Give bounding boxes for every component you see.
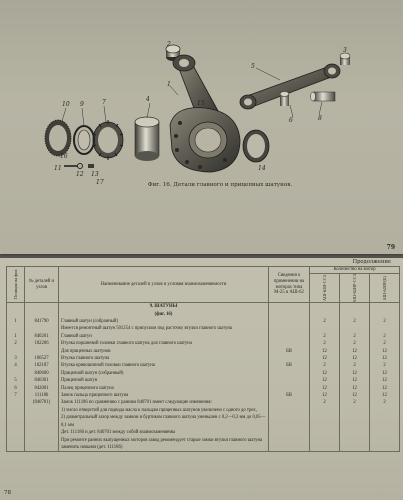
row-part-number: 840600 (25, 370, 59, 377)
row-application (269, 370, 310, 377)
row-part-number: 840201 (25, 333, 59, 340)
table-row (7, 340, 400, 347)
row-qty (340, 303, 370, 311)
row-part-number (25, 429, 59, 436)
header-qty-col: АШ-62ИР(Б) (370, 273, 400, 303)
row-qty: 2 (310, 399, 340, 406)
toothed-ring-drawing (45, 120, 71, 156)
table-row (7, 311, 400, 318)
row-application (269, 355, 310, 362)
row-qty: 2 (340, 399, 370, 406)
row-part-number: 182206 (25, 340, 59, 347)
row-qty: 2 (310, 333, 340, 340)
row-position (7, 429, 25, 436)
page-number-top: 79 (386, 244, 395, 251)
part-label: 3 (343, 47, 347, 54)
part-label: 13 (91, 171, 99, 178)
row-qty: 12 (340, 370, 370, 377)
row-position: 2 (7, 340, 25, 347)
split-ring-drawing (74, 126, 94, 154)
parts-table (6, 266, 400, 452)
row-application (269, 333, 310, 340)
row-qty: 12 (310, 348, 340, 355)
row-qty: 12 (310, 392, 340, 399)
row-position: 1 (7, 318, 25, 325)
row-qty: 2 (310, 340, 340, 347)
row-name: Главный шатун (собранный) (59, 318, 269, 325)
part-label: 2 (167, 41, 171, 48)
row-qty: 12 (340, 348, 370, 355)
table-row (7, 385, 400, 392)
part-label: 7 (102, 99, 106, 106)
row-application (269, 385, 310, 392)
row-qty (310, 311, 340, 318)
row-qty: 2 (340, 340, 370, 347)
part-label: 1 (167, 81, 171, 88)
row-qty: 12 (340, 355, 370, 362)
part-label: 10 (62, 101, 70, 108)
row-part-number: (840701) (25, 399, 59, 406)
row-qty: 2 (370, 340, 400, 347)
row-qty (370, 414, 400, 429)
table-row (7, 362, 400, 369)
row-name: Прицепной шатун (собранный) (59, 370, 269, 377)
row-position: 1 (7, 333, 25, 340)
row-name: Прицепной шатун (59, 377, 269, 384)
row-part-number: 842001 (25, 385, 59, 392)
part-label: 4 (146, 96, 150, 103)
row-application (269, 437, 310, 452)
row-application (269, 340, 310, 347)
row-qty (310, 414, 340, 429)
table-row (7, 325, 400, 332)
part-label: 12 (76, 171, 84, 178)
row-name: Втулка кривошипной головки главного шатуна (59, 362, 269, 369)
row-qty: 2 (310, 318, 340, 325)
table-row (7, 414, 400, 429)
table-row (7, 407, 400, 414)
row-qty: 12 (370, 370, 400, 377)
row-part-number (25, 348, 59, 355)
row-part-number (25, 311, 59, 318)
row-qty (340, 311, 370, 318)
row-name: 1) число отверстий для подвода масла к пальцам прицепных шатунов увеличено с одного до трех, (59, 407, 269, 414)
row-qty: 12 (370, 377, 400, 384)
row-qty (340, 325, 370, 332)
table-row (7, 429, 400, 436)
row-application: БВ (269, 348, 310, 355)
parts-table-wrap (6, 266, 399, 491)
header-position: Позиция на фиг. (7, 267, 25, 303)
table-row (7, 355, 400, 362)
table-row (7, 348, 400, 355)
row-application (269, 399, 310, 406)
header-qty-col: АШ-62И-ССЗ (310, 273, 340, 303)
table-row (7, 437, 400, 452)
row-qty: 12 (310, 385, 340, 392)
row-application (269, 303, 310, 311)
row-application (269, 429, 310, 436)
row-position (7, 348, 25, 355)
connecting-rod-figure (0, 0, 403, 196)
row-qty (340, 414, 370, 429)
pin-bushing-drawing (280, 92, 289, 107)
knuckle-pin-drawing (311, 92, 336, 101)
row-position (7, 437, 25, 452)
row-application (269, 407, 310, 414)
part-label: 8 (318, 115, 322, 122)
row-application (269, 318, 310, 325)
row-qty (370, 407, 400, 414)
row-qty (310, 407, 340, 414)
row-qty: 2 (370, 399, 400, 406)
row-name: Для прицепных шатунов (59, 348, 269, 355)
row-position: 7 (7, 392, 25, 399)
row-position (7, 311, 25, 318)
row-qty (310, 303, 340, 311)
row-qty: 12 (370, 348, 400, 355)
row-qty (340, 407, 370, 414)
row-position (7, 303, 25, 311)
page-number-bottom: 78 (4, 490, 12, 496)
table-row (7, 392, 400, 399)
table-row (7, 377, 400, 384)
row-part-number: 102187 (25, 362, 59, 369)
row-qty: 12 (370, 385, 400, 392)
row-part-number: 111186 (25, 392, 59, 399)
row-name: Имеется ремонтный шатун 501254 с припуском под расточку втулки главного шатуна (59, 325, 269, 332)
row-name: (фиг. 16) (59, 311, 269, 318)
row-qty: 12 (340, 377, 370, 384)
row-qty: 2 (340, 318, 370, 325)
row-position: 4 (7, 362, 25, 369)
row-qty (340, 437, 370, 452)
row-qty (370, 303, 400, 311)
row-application (269, 377, 310, 384)
row-qty: 12 (370, 355, 400, 362)
row-position (7, 325, 25, 332)
lock-ring-drawing (93, 120, 123, 160)
row-qty (370, 311, 400, 318)
row-application (269, 414, 310, 429)
row-name: Палец прицепного шатуна (59, 385, 269, 392)
header-application: Сведения о применении на моторах типа М-25 и АШ-62 (269, 267, 310, 303)
part-label: 9 (80, 101, 84, 108)
row-position: 5 (7, 377, 25, 384)
row-qty (370, 437, 400, 452)
row-name: Втулка главного шатуна (59, 355, 269, 362)
row-qty: 2 (370, 333, 400, 340)
big-end-bushing-drawing (135, 117, 159, 161)
row-qty: 2 (310, 362, 340, 369)
table-row (7, 318, 400, 325)
row-qty (310, 325, 340, 332)
header-name: Наименование деталей и узлов и условия взаимозаменяемости (59, 267, 269, 303)
row-name: Замок пальца прицепного шатуна (59, 392, 269, 399)
row-position: 6 (7, 385, 25, 392)
table-row (7, 370, 400, 377)
row-name: Замок 111186 по сравнению с ранним 840701 имеет следующие изменения: (59, 399, 269, 406)
slave-rod-drawing (240, 64, 340, 109)
row-qty: 12 (310, 370, 340, 377)
row-name: Главный шатун (59, 333, 269, 340)
row-qty (340, 429, 370, 436)
part-label: 15 (197, 100, 205, 107)
table-row (7, 303, 400, 311)
row-position: 3 (7, 355, 25, 362)
row-qty (310, 437, 340, 452)
row-application: БВ (269, 392, 310, 399)
slave-bushing-drawing (340, 53, 350, 65)
table-row (7, 399, 400, 406)
row-qty (310, 429, 340, 436)
row-name: Втулка поршневой головки главного шатуна для главного шатуна (59, 340, 269, 347)
row-part-number (25, 407, 59, 414)
row-qty: 12 (310, 355, 340, 362)
row-name: Дет. 111186 и дет. 840701 между собой взаимозаменяемы (59, 429, 269, 436)
row-qty: 12 (340, 385, 370, 392)
right-ring-drawing (243, 130, 269, 162)
row-position (7, 414, 25, 429)
row-part-number (25, 303, 59, 311)
screw-washer-drawing (64, 164, 94, 169)
running-head: Продолжение (352, 259, 391, 265)
header-qty-col: АШ-62ИР-ССЗ (340, 273, 370, 303)
row-qty: 2 (340, 362, 370, 369)
part-label: 14 (258, 165, 266, 172)
row-part-number (25, 325, 59, 332)
row-qty (370, 325, 400, 332)
row-application (269, 311, 310, 318)
row-part-number: 841790 (25, 318, 59, 325)
parts-table-body (7, 303, 400, 452)
book-page-bottom (0, 258, 403, 500)
row-part-number: 106527 (25, 355, 59, 362)
row-position (7, 407, 25, 414)
part-label: 6 (289, 117, 293, 124)
header-quantity: Количество на мотор (310, 267, 400, 274)
row-part-number (25, 437, 59, 452)
part-label: 5 (251, 63, 255, 70)
row-qty: 2 (370, 318, 400, 325)
row-part-number (25, 414, 59, 429)
part-label: 11 (54, 165, 62, 172)
master-rod-drawing (170, 55, 240, 172)
part-label: 17 (96, 179, 104, 186)
row-application (269, 325, 310, 332)
figure-caption: Фиг. 16. Детали главного и прицепных шатунов. (147, 182, 293, 188)
header-part-number: № деталей и узлов (25, 267, 59, 303)
row-qty: 12 (340, 392, 370, 399)
row-position (7, 370, 25, 377)
row-name: 2) диаметральный зазор между замком и буртиком главного шатуна уменьшен с 0,2—0,3 мм до 0,05—0,1 мм (59, 414, 269, 429)
row-qty (370, 429, 400, 436)
part-label: 16 (60, 153, 68, 160)
row-part-number: 840301 (25, 377, 59, 384)
row-position (7, 399, 25, 406)
row-qty: 2 (370, 362, 400, 369)
row-application: БВ (269, 362, 310, 369)
row-name: 9. ШАТУНЫ (59, 303, 269, 311)
row-qty: 2 (340, 333, 370, 340)
table-row (7, 333, 400, 340)
row-qty: 12 (310, 377, 340, 384)
row-name: При ремонте ранних выпущенных моторов завод рекомендует старые замки втулки главного шатуна заменить новыми (дет. 111186) (59, 437, 269, 452)
row-qty: 12 (370, 392, 400, 399)
